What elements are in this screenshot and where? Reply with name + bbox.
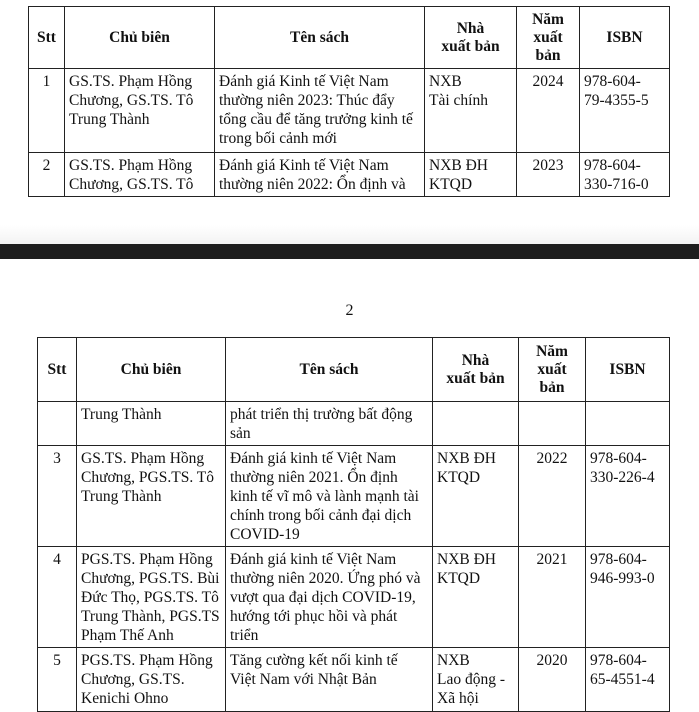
table-row [38,446,670,547]
book-table-page-2 [37,337,670,712]
cell-chu-bien: GS.TS. Phạm Hồng Chương, GS.TS. Tô [65,153,215,197]
cell-isbn: 978-604- 946-993-0 [586,547,670,648]
page-number: 2 [345,302,354,319]
cell-nam: 2024 [517,69,580,153]
header-nam-xuat-ban: Năm xuất bản [519,338,586,402]
cell-nam: 2021 [519,547,586,648]
page-separator [0,244,699,259]
cell-stt: 2 [29,153,65,197]
cell-ten-sach: Đánh giá kinh tế Việt Nam thường niên 2020. Ứng phó và vượt qua đại dịch COVID-19, hướng tới phục hồi và phát triển [226,547,433,648]
cell-chu-bien: GS.TS. Phạm Hồng Chương, PGS.TS. Tô Trung Thành [77,446,226,547]
cell-nha-xuat-ban [433,402,519,446]
book-table-page-1 [28,6,670,197]
header-ten-sach: Tên sách [215,7,425,69]
header-stt: Stt [29,7,65,69]
cell-nha-xuat-ban: NXB Lao động - Xã hội [433,648,519,712]
table-row [38,547,670,648]
cell-nam [519,402,586,446]
table-header-row [38,338,670,402]
cell-isbn: 978-604- 65-4551-4 [586,648,670,712]
header-stt: Stt [38,338,77,402]
cell-stt [38,402,77,446]
header-nam-xuat-ban: Năm xuất bản [517,7,580,69]
cell-isbn [586,402,670,446]
table-row [38,648,670,712]
cell-nha-xuat-ban: NXB Tài chính [425,69,517,153]
cell-nha-xuat-ban: NXB ĐH KTQD [433,547,519,648]
table-row [29,153,670,197]
header-chu-bien: Chủ biên [77,338,226,402]
table-header-row [29,7,670,69]
cell-isbn: 978-604- 79-4355-5 [580,69,670,153]
cell-nha-xuat-ban: NXB ĐH KTQD [433,446,519,547]
header-ten-sach: Tên sách [226,338,433,402]
cell-ten-sach: Đánh giá kinh tế Việt Nam thường niên 2021. Ổn định kinh tế vĩ mô và lành mạnh tài chính trong bối cảnh đại dịch COVID-19 [226,446,433,547]
cell-ten-sach: Tăng cường kết nối kinh tế Việt Nam với Nhật Bản [226,648,433,712]
cell-chu-bien: PGS.TS. Phạm Hồng Chương, PGS.TS. Bùi Đức Thọ, PGS.TS. Tô Trung Thành, PGS.TS Phạm Thế Anh [77,547,226,648]
cell-isbn: 978-604- 330-716-0 [580,153,670,197]
cell-stt: 4 [38,547,77,648]
header-isbn: ISBN [580,7,670,69]
cell-stt: 3 [38,446,77,547]
cell-nam: 2022 [519,446,586,547]
cell-nam: 2020 [519,648,586,712]
cell-stt: 1 [29,69,65,153]
header-nha-xuat-ban: Nhà xuất bản [425,7,517,69]
book-table [28,6,670,197]
header-chu-bien: Chủ biên [65,7,215,69]
cell-nha-xuat-ban: NXB ĐH KTQD [425,153,517,197]
table-row [29,69,670,153]
cell-ten-sach: Đánh giá Kinh tế Việt Nam thường niên 2022: Ổn định và [215,153,425,197]
cell-stt: 5 [38,648,77,712]
cell-ten-sach: phát triển thị trường bất động sản [226,402,433,446]
cell-isbn: 978-604- 330-226-4 [586,446,670,547]
cell-chu-bien: GS.TS. Phạm Hồng Chương, GS.TS. Tô Trung Thành [65,69,215,153]
cell-chu-bien: Trung Thành [77,402,226,446]
page-edge-shadow [0,225,699,244]
cell-ten-sach: Đánh giá Kinh tế Việt Nam thường niên 2023: Thúc đẩy tổng cầu để tăng trưởng kinh tế trong bối cảnh mới [215,69,425,153]
cell-chu-bien: PGS.TS. Phạm Hồng Chương, GS.TS. Kenichi Ohno [77,648,226,712]
header-isbn: ISBN [586,338,670,402]
header-nha-xuat-ban: Nhà xuất bản [433,338,519,402]
cell-nam: 2023 [517,153,580,197]
table-row [38,402,670,446]
book-table [37,337,670,712]
